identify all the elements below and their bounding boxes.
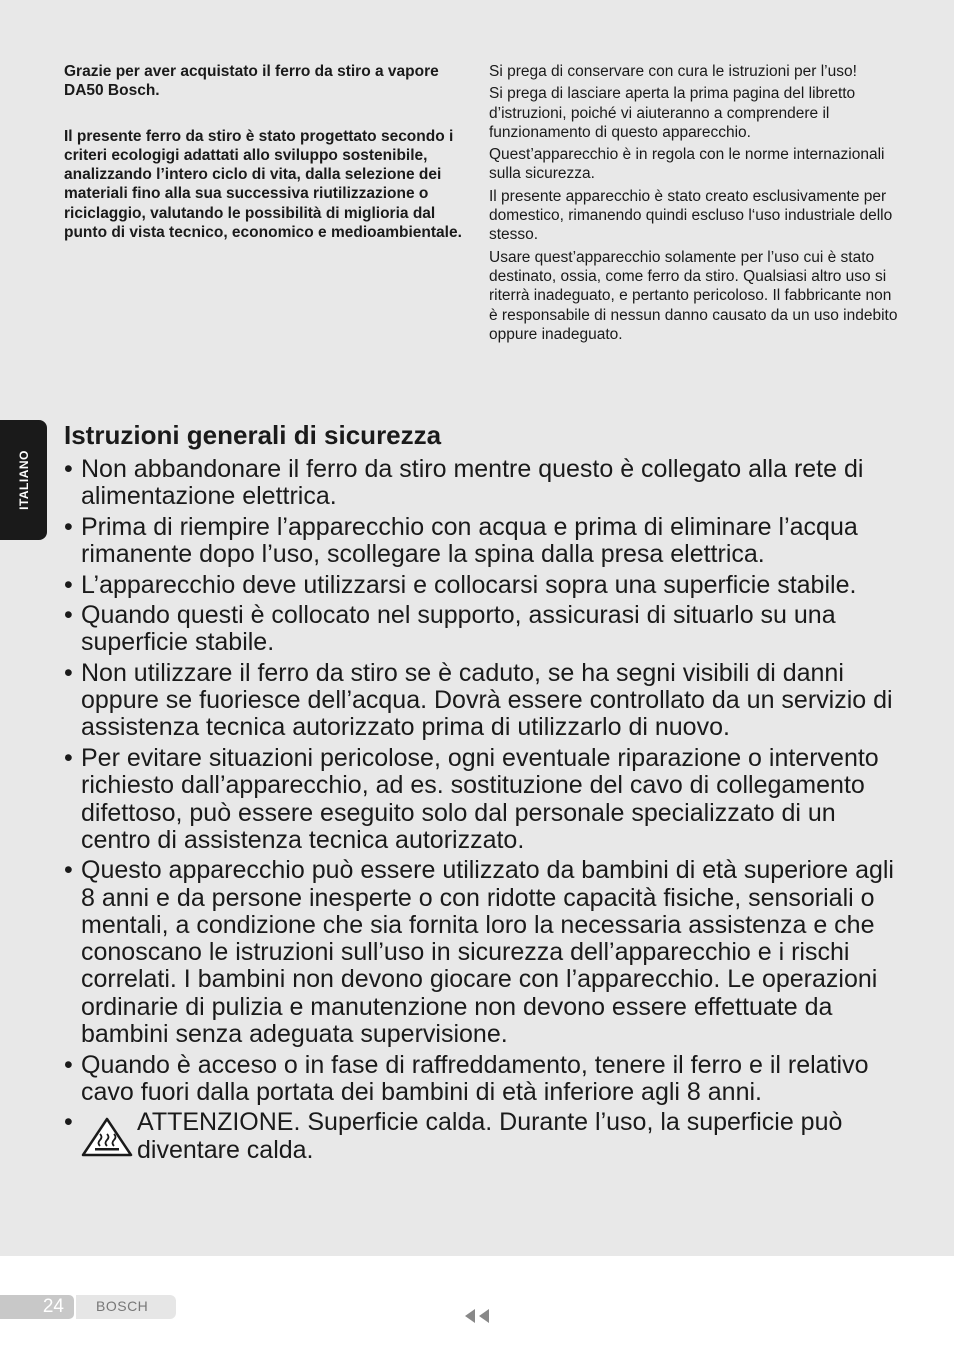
safety-item: • L’apparecchio deve utilizzarsi e collocarsi sopra una superficie stabile. — [64, 572, 904, 599]
page-number: 24 — [42, 1296, 64, 1317]
warning-row — [81, 1109, 904, 1164]
intro-note-5: Usare quest’apparecchio solamente per l’uso cui è stato destinato, ossia, come ferro da stiro. Qualsiasi altro uso si riterrà inadeguato, e pertanto pericoloso. Il fabbricante non è responsabile di nessun danno causato da un uso indebito oppure inadeguato. — [489, 248, 898, 343]
language-tab — [0, 420, 47, 540]
warning-text: • ATTENZIONE. Superficie calda. Durante l’uso, la superficie può diventare calda. — [137, 1108, 843, 1164]
safety-list — [64, 456, 904, 1167]
brand-tab — [76, 1295, 176, 1319]
intro-note-3: Quest’apparecchio è in regola con le norme internazionali sulla sicurezza. — [489, 146, 885, 183]
safety-item: • Questo apparecchio può essere utilizzato da bambini di età superiore agli 8 anni e da persone inesperte o con ridotte capacità fisiche, sensoriali o mentali, a condizione che sia fornita loro la necessaria assistenza e che conoscano le istruzioni sull’uso in sicurezza dell’apparecchio e i rischi correlati. I bambini non devono giocare con l’apparecchio. Le operazioni ordinarie di pulizia e manutenzione non devono essere effettuate da bambini senza adeguata supervisione. — [64, 857, 904, 1048]
safety-item: • Quando questi è collocato nel supporto, assicurasi di situarlo su una superficie stabile. — [64, 602, 904, 657]
intro-note-2: Si prega di lasciare aperta la prima pagina del libretto d’istruzioni, poiché vi aiuteranno a comprendere il funzionamento di questo apparecchio. — [489, 85, 856, 141]
safety-item: • Non utilizzare il ferro da stiro se è caduto, se ha segni visibili di danni oppure se fuoriesce dell’acqua. Dovrà essere controllato da un servizio di assistenza tecnica autorizzato prima di utilizzarlo di nuovo. — [64, 660, 904, 742]
page-number-tab — [0, 1295, 74, 1319]
previous-page-arrows-icon[interactable] — [463, 1308, 491, 1324]
section-title: Istruzioni generali di sicurezza — [64, 420, 442, 450]
safety-item: • Per evitare situazioni pericolose, ogni eventuale riparazione o intervento richiesto dall’apparecchio, ad es. sostituzione del cavo di collegamento difettoso, può essere eseguito solo dal personale specializzato di un centro di assistenza tecnica autorizzato. — [64, 745, 904, 854]
brand-label: BOSCH — [96, 1298, 149, 1314]
intro-note-4: Il presente apparecchio è stato creato esclusivamente per domestico, rimanendo quindi escluso l‘uso industriale dello stesso. — [489, 187, 893, 244]
safety-item: • Quando è acceso o in fase di raffreddamento, tenere il ferro e il relativo cavo fuori dalla portata dei bambini di età inferiore agli 8 anni. — [64, 1052, 904, 1107]
intro-left-column — [64, 62, 474, 268]
intro-right-column — [489, 62, 899, 347]
safety-item: • Non abbandonare il ferro da stiro mentre questo è collegato alla rete di alimentazione elettrica. — [64, 456, 904, 511]
hot-surface-warning-icon — [81, 1117, 133, 1157]
language-tab-label: ITALIANO — [16, 450, 31, 510]
safety-warning-item — [64, 1109, 904, 1164]
intro-eco-design: Il presente ferro da stiro è stato progettato secondo i criteri ecologigi adattati allo sviluppo sostenibile, analizzando l’intero ciclo di vita, dalla selezione dei materiali fino alla sua successiva riutilizzazione o riciclaggio, valutando le possibilità di miglioria dal punto di vista tecnico, economico e medioambientale. — [64, 127, 462, 242]
intro-note-1: Si prega di conservare con cura le istruzioni per l’uso! — [489, 63, 857, 80]
safety-item: • Prima di riempire l’apparecchio con acqua e prima di eliminare l’acqua rimanente dopo l’uso, scollegare la spina dalla presa elettrica. — [64, 514, 904, 569]
intro-thanks: Grazie per aver acquistato il ferro da stiro a vapore DA50 Bosch. — [64, 63, 439, 100]
